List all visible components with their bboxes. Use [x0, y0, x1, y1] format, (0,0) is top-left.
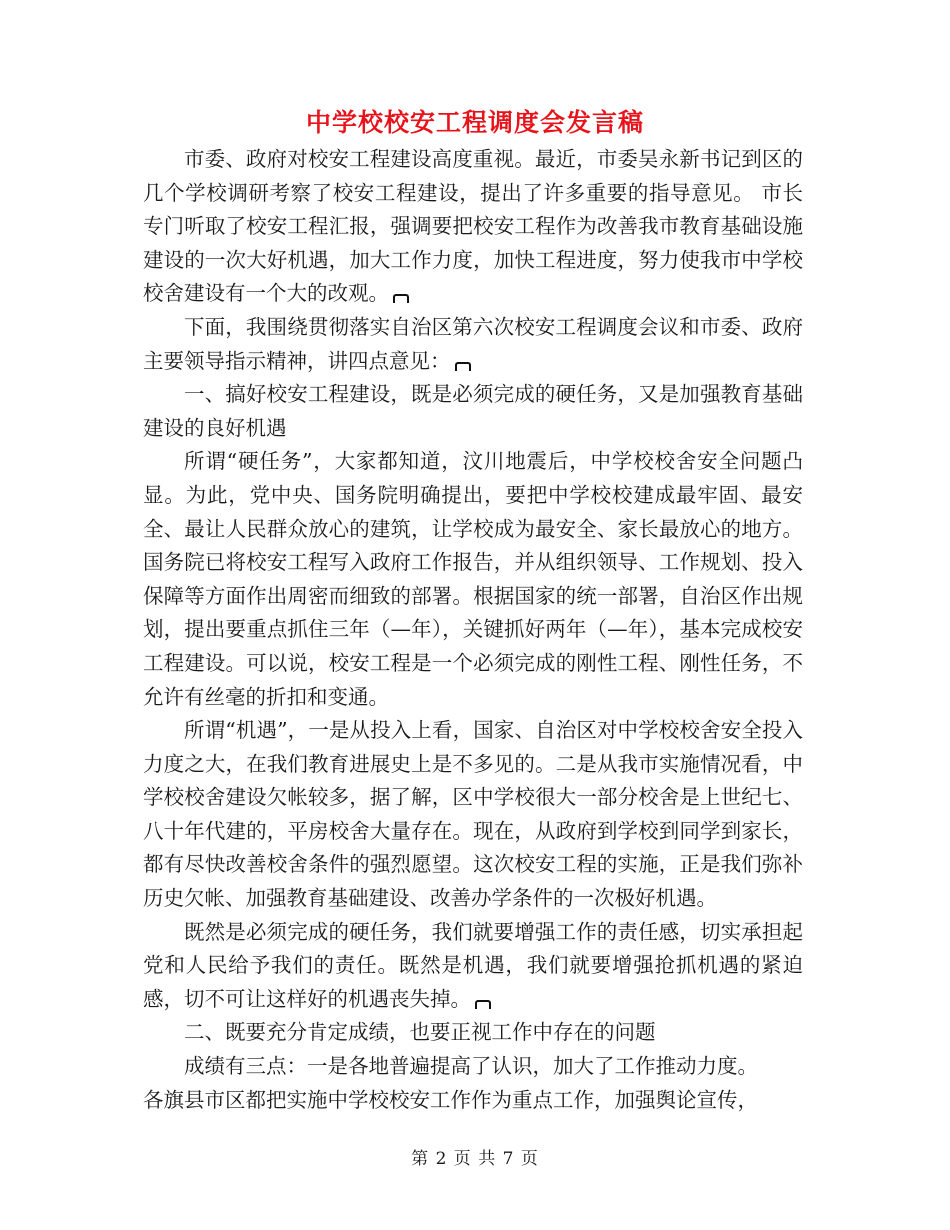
document-title: 中学校校安工程调度会发言稿 — [305, 108, 644, 137]
paragraph-5 — [143, 916, 803, 1017]
paragraph-4: 所谓“机遇”，一是从投入上看，国家、自治区对中学校校舍安全投入力度之大，在我们教育进展史上是不多见的。二是从我市实施情况看，中学校校舍建设欠帐较多，据了解，区中学校很大一部分校舍是上世纪七、八十年代建的，平房校舍大量存在。现在，从政府到学校到同学到家长，都有尽快改善校舍条件的强烈愿望。这次校安工程的实施，正是我们弥补历史欠帐、加强教育基础建设、改善办学条件的一次极好机遇。 — [143, 718, 803, 911]
paragraph-7: 各旗县市区都把实施中学校校安工作作为重点工作，加强舆论宣传， — [143, 1087, 758, 1112]
paragraph-5-text: 既然是必须完成的硬任务，我们就要增强工作的责任感，切实承担起党和人民给予我们的责任。既然是机遇，我们就要增强抢抓机遇的紧迫感，切不可让这样好的机遇丧失掉。 — [143, 919, 803, 1011]
page-footer: 第 2 页 共 7 页 — [411, 1149, 539, 1169]
paragraph-2-text: 下面，我围绕贯彻落实自治区第六次校安工程调度会议和市委、政府主要领导指示精神，讲四点意见： — [143, 314, 803, 373]
paragraph-1 — [143, 143, 803, 311]
paragraph-mark-icon — [455, 362, 471, 371]
document-body — [143, 143, 803, 1117]
paragraph-mark-icon — [393, 294, 409, 303]
paragraph-mark-icon — [475, 1000, 491, 1009]
section-heading-2: 二、既要充分肯定成绩，也要正视工作中存在的问题 — [184, 1020, 656, 1045]
section-heading-1: 一、搞好校安工程建设，既是必须完成的硬任务，又是加强教育基础建设的良好机遇 — [143, 382, 803, 440]
paragraph-6: 成绩有三点：一是各地普遍提高了认识，加大了工作推动力度。 — [184, 1054, 758, 1079]
paragraph-3: 所谓“硬任务”，大家都知道，汶川地震后，中学校校舍安全问题凸显。为此，党中央、国务院明确提出，要把中学校校建成最牢固、最安全、最让人民群众放心的建筑，让学校成为最安全、家长最放心的地方。国务院已将校安工程写入政府工作报告，并从组织领导、工作规划、投入保障等方面作出周密而细致的部署。根据国家的统一部署，自治区作出规划，提出要重点抓住三年（—年），关键抓好两年（—年），基本完成校安工程建设。可以说，校安工程是一个必须完成的刚性工程、刚性任务，不允许有丝毫的折扣和变通。 — [143, 449, 803, 709]
paragraph-1-text: 市委、政府对校安工程建设高度重视。最近，市委吴永新书记到区的几个学校调研考察了校安工程建设，提出了许多重要的指导意见。 市长专门听取了校安工程汇报，强调要把校安工程作为改善我市教育基础设施建设的一次大好机遇，加大工作力度，加快工程进度，努力使我市中学校校舍建设有一个大的改观。 — [143, 147, 803, 306]
paragraph-2 — [143, 311, 803, 378]
